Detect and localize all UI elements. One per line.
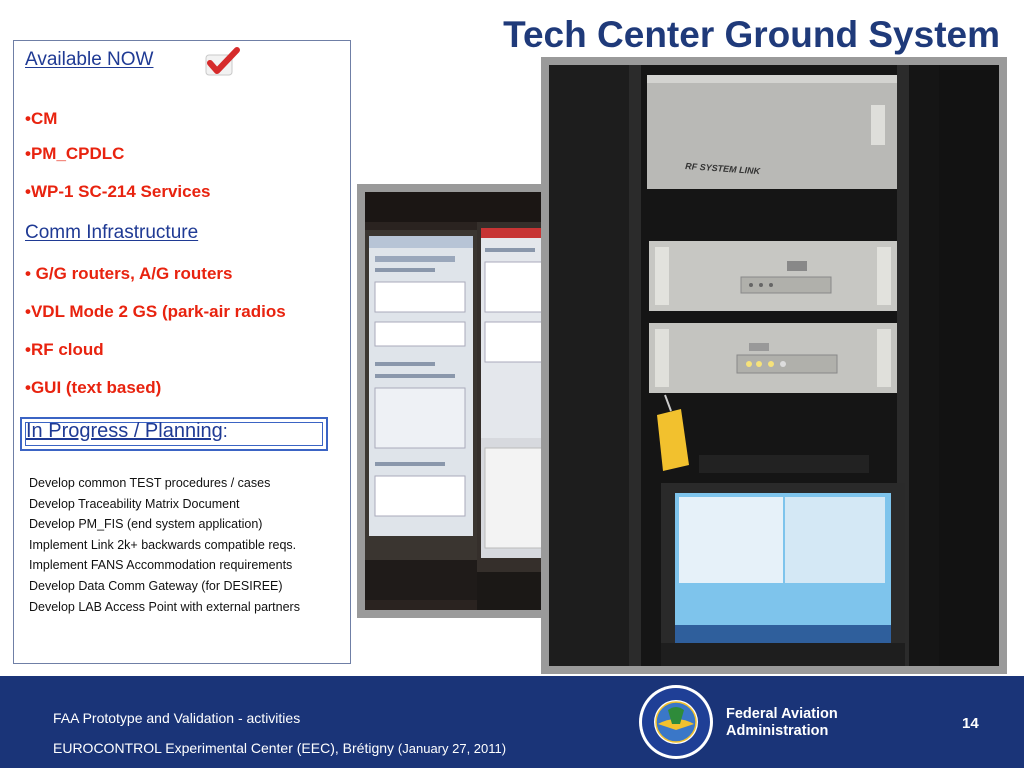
footer-bar xyxy=(0,676,1024,768)
checkmark-icon xyxy=(204,47,240,79)
footer-line-2: EUROCONTROL Experimental Center (EEC), Brétigny (January 27, 2011) xyxy=(53,740,507,756)
rf-system-link-label: RF SYSTEM LINK xyxy=(684,161,761,177)
comm-infrastructure-heading: Comm Infrastructure xyxy=(25,222,199,243)
comm-item-gui: •GUI (text based) xyxy=(25,378,162,397)
slide-title: Tech Center Ground System xyxy=(503,14,1000,55)
comm-item-routers: • G/G routers, A/G routers xyxy=(25,264,233,283)
rack-photo xyxy=(541,57,1007,674)
faa-org-name: Federal Aviation Administration xyxy=(726,706,838,739)
monitors-photo xyxy=(357,184,565,618)
task-item: Develop PM_FIS (end system application) xyxy=(29,517,263,532)
task-item: Develop Traceability Matrix Document xyxy=(29,496,240,511)
left-text-panel xyxy=(13,40,351,664)
available-item-pm-cpdlc: •PM_CPDLC xyxy=(25,144,125,163)
in-progress-box xyxy=(20,417,328,451)
task-item: Develop LAB Access Point with external partners xyxy=(29,599,300,614)
task-item: Develop common TEST procedures / cases xyxy=(29,476,271,490)
comm-item-rf-cloud: •RF cloud xyxy=(25,340,104,359)
task-item: Develop Data Comm Gateway (for DESIREE) xyxy=(29,578,283,593)
available-now-heading: Available NOW xyxy=(25,49,154,70)
comm-item-vdl: •VDL Mode 2 GS (park-air radios xyxy=(25,302,286,321)
in-progress-heading: In Progress / Planning: xyxy=(26,420,228,442)
footer-line-1: FAA Prototype and Validation - activities xyxy=(53,710,301,726)
faa-seal-icon xyxy=(638,684,714,760)
task-list xyxy=(29,473,300,617)
task-item: Implement FANS Accommodation requirements xyxy=(29,558,293,573)
available-item-wp1: •WP-1 SC-214 Services xyxy=(25,182,211,201)
task-item: Implement Link 2k+ backwards compatible reqs. xyxy=(29,537,297,552)
page-number: 14 xyxy=(962,715,979,732)
available-item-cm: •CM xyxy=(25,109,58,128)
